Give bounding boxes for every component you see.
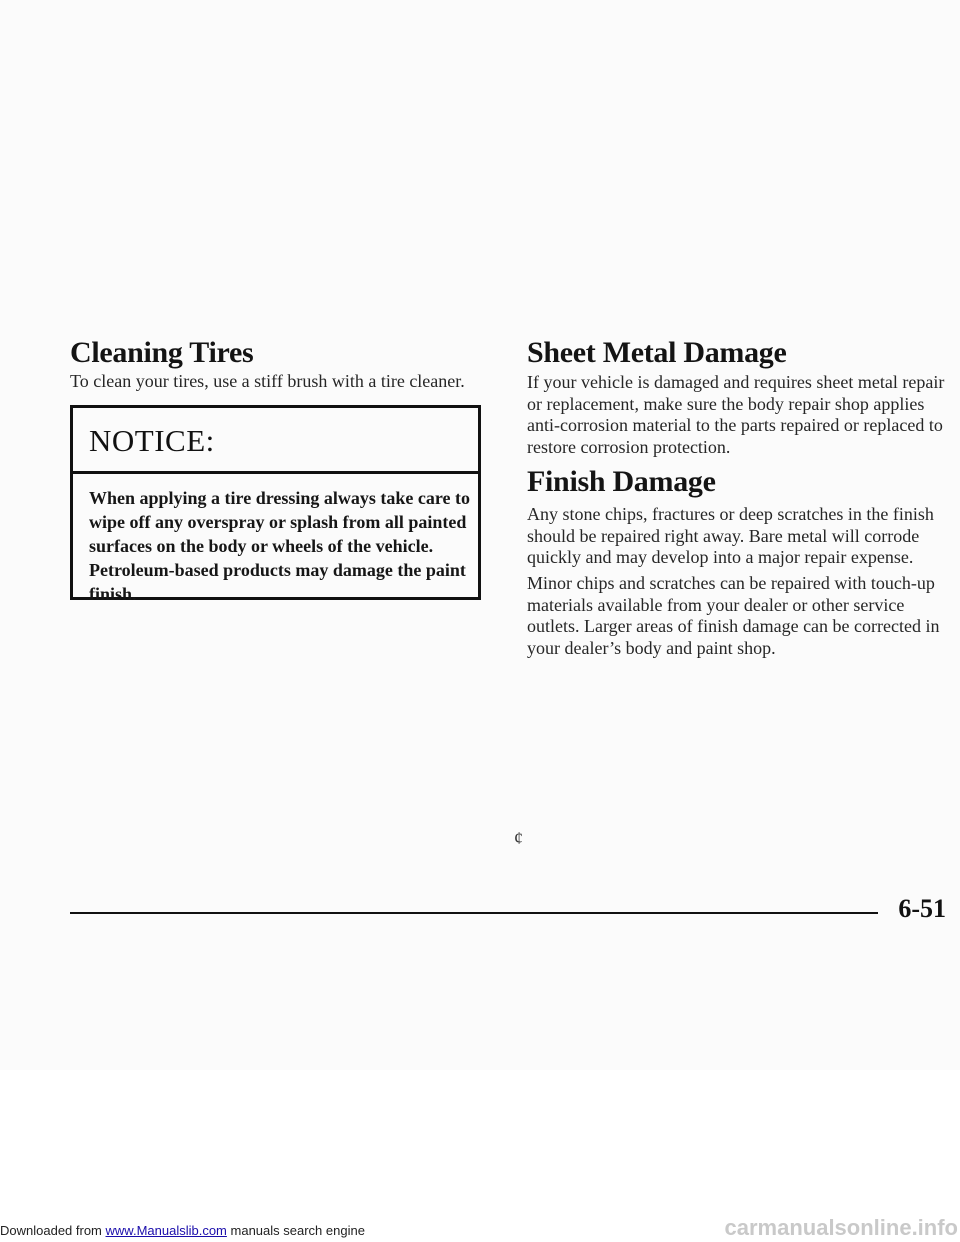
manualslib-link[interactable]: www.Manualslib.com [105, 1223, 227, 1238]
cleaning-tires-heading: Cleaning Tires [70, 336, 254, 369]
finish-damage-paragraph-2: Minor chips and scratches can be repaired with touch-up materials available from your dealer or other service outlets. Larger areas of finish damage can be corrected in your dealer’s body and paint shop. [527, 573, 940, 658]
page-number: 6-51 [898, 894, 946, 923]
watermark: carmanualsonline.info [724, 1215, 958, 1240]
notice-text: When applying a tire dressing always take care to wipe off any overspray or splash from all painted surfaces on the body or wheels of the vehicle. Petroleum-based products may damage the paint finish. [89, 488, 471, 604]
stray-mark: ¢ [514, 828, 523, 848]
notice-title: NOTICE: [89, 423, 215, 458]
sheet-metal-damage-heading: Sheet Metal Damage [527, 336, 787, 369]
sheet-metal-damage-paragraph: If your vehicle is damaged and requires sheet metal repair or replacement, make sure the body repair shop applies anti-corrosion material to the parts repaired or replaced to restore corrosion protection. [527, 372, 945, 457]
download-notice [0, 1223, 365, 1238]
finish-damage-heading: Finish Damage [527, 465, 716, 498]
notice-divider [73, 471, 478, 474]
download-suffix: manuals search engine [230, 1223, 365, 1238]
footer-rule [70, 912, 878, 914]
notice-box [70, 405, 481, 604]
download-prefix: Downloaded from [0, 1223, 102, 1238]
finish-damage-paragraph-1: Any stone chips, fractures or deep scratches in the finish should be repaired right away. Bare metal will corrode quickly and may develop into a major repair expense. [527, 504, 934, 567]
cleaning-tires-intro: To clean your tires, use a stiff brush with a tire cleaner. [70, 371, 465, 391]
